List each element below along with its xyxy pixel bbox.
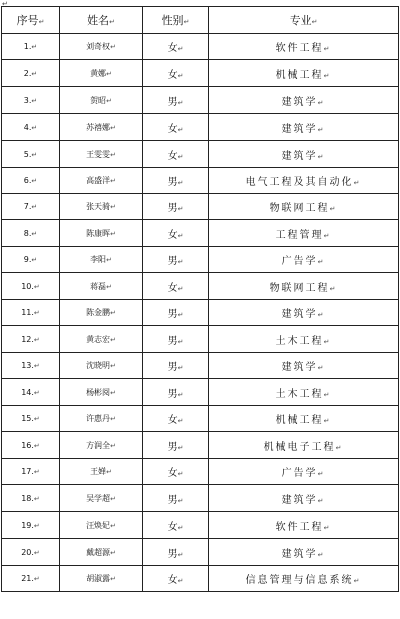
cell-major (209, 432, 399, 459)
cell-mark: ↵ (183, 18, 190, 26)
cell-mark: ↵ (177, 364, 184, 372)
cell-mark: ↵ (317, 152, 326, 161)
cell-name-text: 刘奇权 (86, 42, 111, 51)
cell-no-text: 1. (23, 42, 32, 51)
cell-no (2, 34, 60, 60)
header-cell-no (2, 7, 60, 34)
cell-no (2, 247, 60, 273)
cell-gender-text: 男 (167, 335, 178, 347)
cell-gender (143, 141, 209, 168)
cell-major-text: 建筑学 (281, 123, 318, 135)
cell-name (60, 539, 143, 566)
table-row (2, 114, 399, 141)
cell-gender (143, 300, 209, 326)
cell-mark: ↵ (31, 256, 38, 264)
cell-name (60, 326, 143, 353)
cell-mark: ↵ (317, 98, 326, 107)
cell-mark: ↵ (177, 258, 184, 266)
cell-mark: ↵ (110, 177, 116, 185)
cell-major-text: 建筑学 (281, 96, 318, 108)
cell-mark: ↵ (31, 43, 38, 51)
table-row (2, 432, 399, 459)
cell-major-text: 建筑学 (281, 548, 318, 560)
header-cell-major (209, 7, 399, 34)
table-row (2, 194, 399, 220)
cell-name-text: 蒋磊 (90, 281, 107, 291)
cell-mark: ↵ (177, 125, 184, 134)
cell-name (60, 141, 143, 168)
table-row (2, 247, 399, 273)
cell-gender (143, 566, 209, 592)
cell-no (2, 220, 60, 247)
table-row (2, 141, 399, 168)
cell-mark: ↵ (323, 523, 332, 532)
cell-mark: ↵ (317, 258, 326, 266)
cell-mark: ↵ (353, 577, 362, 585)
table-row (2, 459, 399, 485)
cell-no (2, 406, 60, 432)
cell-name (60, 247, 143, 273)
cell-no (2, 512, 60, 539)
cell-gender-text: 男 (167, 309, 178, 320)
cell-mark: ↵ (106, 69, 112, 78)
cell-gender-text: 男 (167, 388, 178, 400)
header-row (2, 7, 399, 34)
cell-major-text: 广告学 (281, 256, 318, 267)
cell-name-text: 沈晓明 (86, 361, 111, 370)
table-row (2, 87, 399, 114)
cell-name-text: 苏禧娜 (86, 122, 111, 132)
cell-major-text: 建筑学 (281, 150, 318, 162)
cell-major (209, 512, 399, 539)
cell-no (2, 539, 60, 566)
cell-gender (143, 87, 209, 114)
cell-major (209, 459, 399, 485)
cell-no-text: 20. (21, 547, 34, 557)
cell-mark: ↵ (33, 309, 40, 317)
cell-mark: ↵ (177, 470, 184, 478)
table-row (2, 220, 399, 247)
cell-mark: ↵ (323, 417, 332, 425)
cell-no-text: 17. (21, 467, 34, 476)
cell-name (60, 512, 143, 539)
header-cell-gender (143, 7, 209, 34)
cell-mark: ↵ (317, 125, 326, 134)
cell-no (2, 141, 60, 168)
cell-gender (143, 485, 209, 512)
cell-gender (143, 379, 209, 406)
table-row (2, 273, 399, 300)
cell-no (2, 566, 60, 592)
cell-major (209, 34, 399, 60)
cell-major (209, 87, 399, 114)
cell-mark: ↵ (317, 496, 326, 505)
cell-major-text: 软件工程 (275, 521, 324, 533)
cell-mark: ↵ (110, 548, 116, 557)
cell-mark: ↵ (110, 494, 116, 503)
cell-major-text: 机械工程 (275, 69, 324, 81)
cell-mark: ↵ (177, 550, 184, 559)
cell-gender (143, 247, 209, 273)
cell-gender-text: 男 (167, 494, 178, 506)
cell-mark: ↵ (177, 284, 184, 293)
cell-name-text: 张天骑 (86, 202, 111, 211)
cell-major (209, 485, 399, 512)
cell-mark: ↵ (177, 71, 184, 80)
cell-major-text: 土木工程 (275, 335, 324, 347)
cell-no-text: 5. (23, 149, 32, 159)
table-row (2, 539, 399, 566)
cell-major (209, 566, 399, 592)
cell-no (2, 379, 60, 406)
cell-mark: ↵ (177, 231, 184, 240)
cell-major-text: 机械工程 (275, 415, 324, 426)
cell-major (209, 247, 399, 273)
cell-no-text: 8. (23, 228, 32, 238)
cell-major-text: 信息管理与信息系统 (245, 575, 354, 586)
cell-gender-text: 男 (167, 362, 178, 373)
cell-gender (143, 273, 209, 300)
cell-mark: ↵ (177, 311, 184, 319)
cell-gender (143, 353, 209, 379)
cell-mark: ↵ (110, 575, 116, 583)
header-no-label: 序号 (16, 14, 39, 27)
table-row (2, 406, 399, 432)
cell-mark: ↵ (110, 335, 116, 344)
cell-no-text: 13. (21, 361, 34, 370)
cell-name-text: 陈金鹏 (86, 308, 111, 317)
cell-major-text: 建筑学 (281, 494, 318, 506)
table-row (2, 168, 399, 194)
cell-name-text: 汪焕妃 (86, 520, 111, 530)
cell-name (60, 406, 143, 432)
cell-mark: ↵ (329, 284, 338, 293)
cell-mark: ↵ (33, 415, 40, 423)
cell-mark: ↵ (110, 441, 116, 450)
cell-gender (143, 34, 209, 60)
cell-major-text: 广告学 (281, 468, 318, 479)
cell-no-text: 14. (21, 387, 34, 397)
cell-no-text: 2. (23, 68, 32, 78)
cell-mark: ↵ (38, 18, 45, 26)
cell-major-text: 建筑学 (281, 309, 318, 320)
cell-mark: ↵ (33, 468, 40, 476)
cell-gender (143, 406, 209, 432)
cell-gender-text: 女 (167, 575, 178, 586)
cell-name (60, 220, 143, 247)
cell-name (60, 459, 143, 485)
cell-name-text: 胡淑露 (86, 574, 111, 583)
cell-major (209, 539, 399, 566)
cell-name (60, 60, 143, 87)
cell-major (209, 194, 399, 220)
cell-no-text: 16. (21, 440, 34, 450)
cell-mark: ↵ (110, 203, 116, 211)
cell-mark: ↵ (110, 150, 116, 159)
cell-no-text: 10. (21, 281, 34, 291)
table-row (2, 60, 399, 87)
cell-mark: ↵ (33, 494, 40, 503)
cell-no-text: 19. (21, 520, 34, 530)
cell-gender (143, 512, 209, 539)
cell-mark: ↵ (33, 388, 40, 397)
cell-mark: ↵ (31, 123, 38, 132)
cell-gender-text: 女 (167, 123, 178, 135)
cell-major (209, 168, 399, 194)
cell-mark: ↵ (33, 575, 40, 583)
cell-mark: ↵ (31, 229, 38, 238)
cell-major (209, 353, 399, 379)
cell-no-text: 4. (23, 122, 32, 132)
cell-mark: ↵ (177, 443, 184, 452)
cell-mark: ↵ (31, 150, 38, 159)
cell-mark: ↵ (177, 205, 184, 213)
cell-major (209, 326, 399, 353)
cell-gender-text: 女 (167, 43, 178, 54)
cell-mark: ↵ (177, 577, 184, 585)
cell-name (60, 353, 143, 379)
cell-mark: ↵ (110, 229, 116, 238)
cell-gender-text: 女 (167, 521, 178, 533)
header-major-label: 专业 (289, 14, 312, 27)
table-row (2, 485, 399, 512)
cell-mark: ↵ (317, 470, 326, 478)
cell-no (2, 485, 60, 512)
cell-name (60, 168, 143, 194)
cell-major (209, 141, 399, 168)
cell-name-text: 吴学超 (86, 493, 111, 503)
cell-mark: ↵ (323, 390, 332, 399)
cell-no (2, 194, 60, 220)
cell-major-text: 物联网工程 (269, 282, 330, 294)
cell-gender-text: 女 (167, 415, 178, 426)
cell-no-text: 9. (23, 255, 32, 264)
cell-major (209, 406, 399, 432)
cell-no-text: 3. (23, 95, 32, 105)
cell-mark: ↵ (177, 417, 184, 425)
cell-mark: ↵ (317, 364, 326, 372)
cell-name-text: 陈康晖 (86, 228, 111, 238)
cell-name-text: 杨彬阅 (86, 387, 111, 397)
cell-mark: ↵ (177, 337, 184, 346)
header-gender-label: 性别 (161, 14, 184, 27)
cell-mark: ↵ (110, 309, 116, 317)
cell-mark: ↵ (110, 123, 116, 132)
cell-name (60, 432, 143, 459)
cell-mark: ↵ (177, 523, 184, 532)
cell-mark: ↵ (323, 337, 332, 346)
cell-major-text: 电气工程及其自动化 (245, 177, 354, 188)
cell-name-text: 许惠丹 (86, 414, 111, 423)
cell-gender-text: 女 (167, 282, 178, 294)
cell-mark: ↵ (110, 415, 116, 423)
cell-mark: ↵ (33, 521, 40, 530)
table-row (2, 379, 399, 406)
cell-mark: ↵ (335, 443, 344, 452)
cell-mark: ↵ (329, 205, 338, 213)
cell-gender-text: 男 (167, 203, 178, 214)
cell-name-text: 王婵 (90, 467, 107, 476)
cell-mark: ↵ (109, 18, 115, 26)
cell-name (60, 566, 143, 592)
cell-name (60, 114, 143, 141)
cell-name-text: 方润全 (86, 440, 111, 450)
header-cell-name (60, 7, 143, 34)
cell-mark: ↵ (106, 256, 112, 264)
cell-name-text: 王雯雯 (86, 149, 111, 159)
cell-mark: ↵ (323, 45, 332, 53)
cell-no (2, 168, 60, 194)
cell-no-text: 12. (21, 334, 34, 344)
cell-name (60, 485, 143, 512)
table-row (2, 300, 399, 326)
cell-gender (143, 459, 209, 485)
cell-gender-text: 女 (167, 69, 178, 81)
cell-mark: ↵ (110, 388, 116, 397)
cell-no (2, 459, 60, 485)
cell-mark: ↵ (317, 550, 326, 559)
cell-name (60, 273, 143, 300)
cell-name (60, 87, 143, 114)
cell-mark: ↵ (353, 179, 362, 187)
header-name-label: 姓名 (87, 14, 110, 27)
cell-no-text: 18. (21, 493, 34, 503)
table-row (2, 566, 399, 592)
cell-major-text: 工程管理 (275, 229, 324, 241)
cell-major-text: 软件工程 (275, 43, 324, 54)
cell-major (209, 220, 399, 247)
table-row (2, 34, 399, 60)
cell-mark: ↵ (110, 362, 116, 370)
cell-name-text: 黄娜 (90, 68, 107, 78)
cell-gender-text: 男 (167, 96, 178, 108)
student-roster-table (1, 6, 399, 592)
table-row (2, 512, 399, 539)
cell-no (2, 326, 60, 353)
cell-gender-text: 男 (167, 177, 178, 188)
cell-mark: ↵ (177, 98, 184, 107)
cell-major (209, 300, 399, 326)
cell-mark: ↵ (33, 335, 40, 344)
cell-major-text: 物联网工程 (269, 203, 330, 214)
cell-no-text: 21. (21, 574, 34, 583)
cell-name-text: 贺昭 (90, 95, 107, 105)
cell-no-text: 6. (23, 176, 32, 185)
cell-mark: ↵ (177, 152, 184, 161)
cell-name-text: 黄志宏 (86, 334, 111, 344)
cell-name (60, 194, 143, 220)
cell-major-text: 建筑学 (281, 362, 318, 373)
cell-mark: ↵ (33, 548, 40, 557)
cell-mark: ↵ (31, 177, 38, 185)
cell-gender-text: 男 (167, 441, 178, 453)
cell-gender (143, 432, 209, 459)
cell-mark: ↵ (33, 441, 40, 450)
cell-gender (143, 326, 209, 353)
cell-name-text: 高盛洋 (86, 176, 111, 185)
cell-gender (143, 539, 209, 566)
cell-mark: ↵ (311, 18, 318, 26)
cell-mark: ↵ (323, 71, 332, 80)
cell-gender-text: 女 (167, 150, 178, 162)
cell-mark: ↵ (106, 282, 112, 291)
cell-mark: ↵ (177, 179, 184, 187)
cell-gender-text: 女 (167, 229, 178, 241)
cell-no-text: 11. (21, 308, 34, 317)
cell-mark: ↵ (177, 496, 184, 505)
cell-gender-text: 女 (167, 468, 178, 479)
cell-mark: ↵ (33, 282, 40, 291)
cell-gender (143, 194, 209, 220)
cell-mark: ↵ (106, 468, 112, 476)
cell-major (209, 114, 399, 141)
cell-name (60, 34, 143, 60)
cell-mark: ↵ (31, 203, 38, 211)
cell-mark: ↵ (33, 362, 40, 370)
cell-name (60, 379, 143, 406)
cell-major-text: 土木工程 (275, 388, 324, 400)
cell-name-text: 戴超源 (86, 547, 111, 557)
cell-no (2, 432, 60, 459)
cell-no-text: 15. (21, 414, 34, 423)
cell-no (2, 273, 60, 300)
paragraph-mark: ↵ (2, 0, 8, 8)
cell-mark: ↵ (31, 96, 38, 105)
cell-gender (143, 220, 209, 247)
cell-no (2, 300, 60, 326)
cell-no (2, 114, 60, 141)
table-row (2, 326, 399, 353)
cell-mark: ↵ (106, 96, 112, 105)
cell-mark: ↵ (177, 45, 184, 53)
cell-no (2, 353, 60, 379)
cell-major (209, 60, 399, 87)
cell-mark: ↵ (110, 43, 116, 51)
cell-no-text: 7. (23, 202, 32, 211)
cell-major (209, 379, 399, 406)
cell-mark: ↵ (323, 231, 332, 240)
cell-no (2, 60, 60, 87)
cell-name-text: 李阳 (90, 255, 107, 264)
cell-mark: ↵ (31, 69, 38, 78)
table-row (2, 353, 399, 379)
roster-body (2, 34, 399, 592)
cell-gender-text: 男 (167, 256, 178, 267)
cell-major-text: 机械电子工程 (263, 441, 336, 453)
cell-mark: ↵ (110, 521, 116, 530)
cell-no (2, 87, 60, 114)
cell-gender (143, 168, 209, 194)
cell-name (60, 300, 143, 326)
cell-gender (143, 114, 209, 141)
cell-major (209, 273, 399, 300)
cell-gender-text: 男 (167, 548, 178, 560)
cell-mark: ↵ (317, 311, 326, 319)
cell-gender (143, 60, 209, 87)
cell-mark: ↵ (177, 390, 184, 399)
